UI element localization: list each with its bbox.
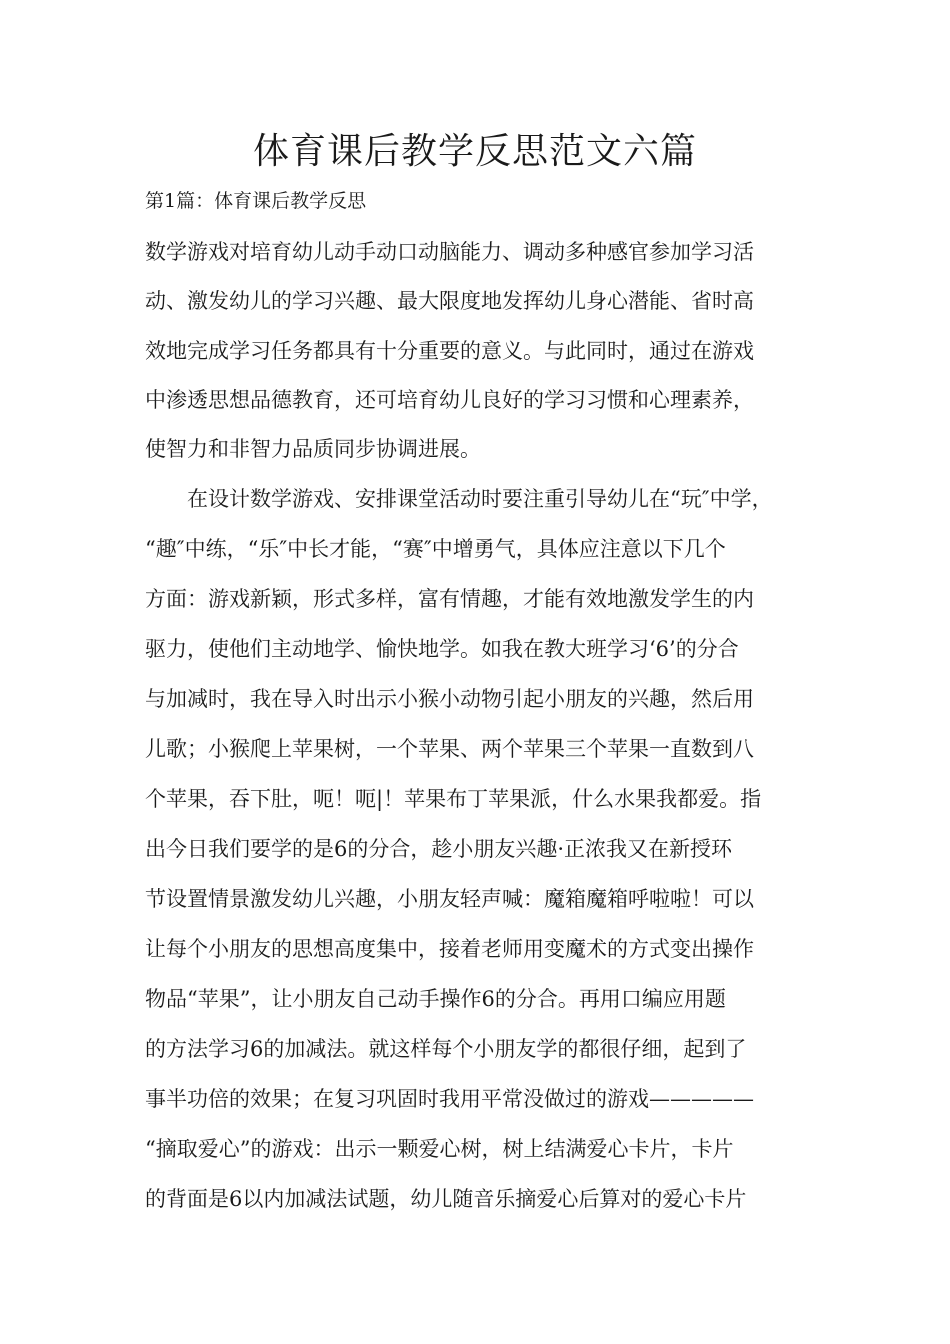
body-line: 节设置情景激发幼儿兴趣，小朋友轻声喊：魔箱魔箱呼啦啦！可以	[145, 887, 754, 911]
body-line: 效地完成学习任务都具有十分重要的意义。与此同时，通过在游戏	[145, 339, 754, 363]
body-line: 的方法学习6的加减法。就这样每个小朋友学的都很仔细，起到了	[145, 1037, 747, 1061]
body-line: 驱力，使他们主动地学、愉快地学。如我在教大班学习‘6’的分合	[145, 637, 739, 661]
body-line: 与加减时，我在导入时出示小猴小动物引起小朋友的兴趣，然后用	[145, 687, 754, 711]
body-line: 物品“苹果”，让小朋友自己动手操作6的分合。再用口编应用题	[145, 987, 726, 1011]
body-line: 动、激发幼儿的学习兴趣、最大限度地发挥幼儿身心潜能、省时高	[145, 289, 754, 313]
body-line: 数学游戏对培育幼儿动手动口动脑能力、调动多种感官参加学习活	[145, 240, 754, 264]
body-line: “趣″中练，“乐″中长才能，“赛″中增勇气，具体应注意以下几个	[145, 537, 726, 561]
body-line: 让每个小朋友的思想高度集中，接着老师用变魔术的方式变出操作	[145, 937, 754, 961]
body-line: “摘取爱心”的游戏：出示一颗爱心树，树上结满爱心卡片，卡片	[145, 1137, 734, 1161]
body-line: 出今日我们要学的是6的分合，趁小朋友兴趣·正浓我又在新授环	[145, 837, 733, 861]
body-line: 个苹果，吞下肚，呃！呃|！苹果布丁苹果派，什么水果我都爱。指	[145, 787, 762, 811]
body-line: 的背面是6以内加减法试题，幼儿随音乐摘爱心后算对的爱心卡片	[145, 1187, 747, 1211]
body-line: 使智力和非智力品质同步协调进展。	[145, 437, 481, 461]
document-title: 体育课后教学反思范文六篇	[252, 131, 697, 172]
body-line: 在设计数学游戏、安排课堂活动时要注重引导幼儿在“玩″中学，	[145, 487, 773, 511]
body-line: 儿歌；小猴爬上苹果树，一个苹果、两个苹果三个苹果一直数到八	[145, 737, 754, 761]
body-line: 中渗透思想品德教育，还可培育幼儿良好的学习习惯和心理素养，	[145, 388, 754, 412]
body-line: 方面：游戏新颖，形式多样，富有情趣，才能有效地激发学生的内	[145, 587, 754, 611]
section-heading: 第1篇：体育课后教学反思	[145, 190, 367, 212]
body-line: 事半功倍的效果；在复习巩固时我用平常没做过的游戏—————	[145, 1087, 754, 1111]
